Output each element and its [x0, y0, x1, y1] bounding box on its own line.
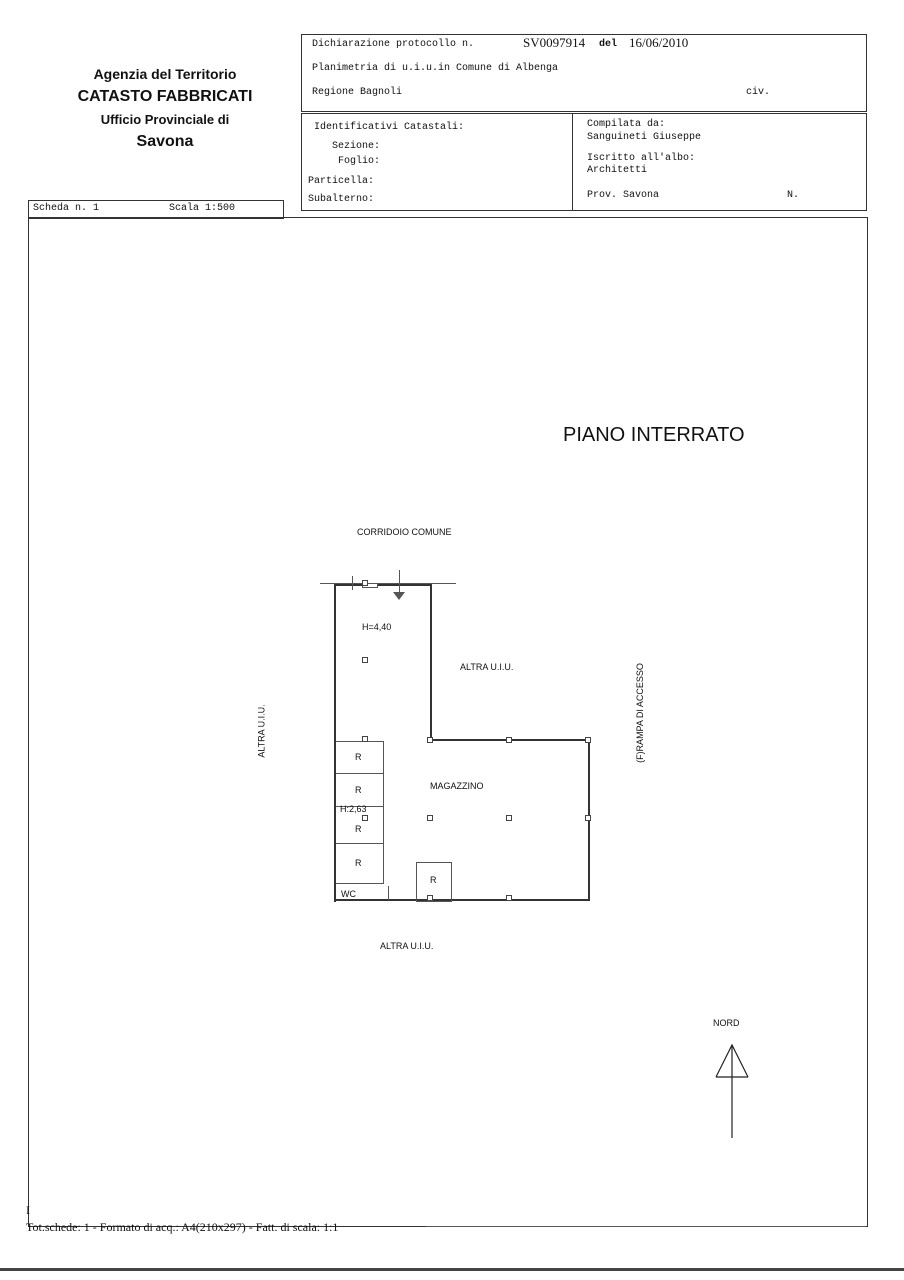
- protocol-number: SV0097914: [523, 35, 586, 50]
- point-marker: [427, 815, 433, 821]
- n-label: N.: [787, 190, 800, 201]
- catasto-title: CATASTO FABBRICATI: [77, 88, 253, 105]
- point-marker: [362, 657, 368, 663]
- magazzino-label: MAGAZZINO: [430, 781, 484, 791]
- wall-bottom: [334, 899, 590, 901]
- point-marker: [585, 737, 591, 743]
- corridoio-label: CORRIDOIO COMUNE: [357, 527, 452, 537]
- altra-uiu-left-label: ALTRA U.I.U.: [256, 704, 267, 758]
- height-top-label: H=4,40: [362, 622, 392, 632]
- room-r-label: R: [430, 875, 437, 885]
- point-marker: [362, 815, 368, 821]
- door-mark: [352, 576, 353, 590]
- altra-uiu-bottom-label: ALTRA U.I.U.: [380, 941, 434, 951]
- region-text: Regione Bagnoli: [312, 87, 403, 98]
- room-column-wall: [383, 741, 384, 883]
- office-city: Savona: [136, 133, 194, 150]
- room-divider: [336, 883, 384, 884]
- rampa-label: (F)RAMPA DI ACCESSO: [634, 663, 645, 763]
- point-marker: [506, 815, 512, 821]
- office-label: Ufficio Provinciale di: [100, 112, 230, 127]
- declaration-label: Dichiarazione protocollo n.: [312, 39, 475, 50]
- nord-label: NORD: [713, 1018, 740, 1028]
- room-r-label: R: [355, 785, 362, 795]
- wc-wall: [388, 886, 389, 900]
- del-label: del: [599, 39, 618, 50]
- point-marker: [506, 737, 512, 743]
- wall-top: [334, 584, 432, 586]
- room-divider: [336, 741, 384, 742]
- page-bottom-bar: [0, 1268, 904, 1271]
- scheda-scale: Scala 1:500: [169, 203, 236, 214]
- albo-value: Architetti: [587, 165, 648, 176]
- room-r-label: R: [355, 824, 362, 834]
- compilata-label: Compilata da:: [587, 119, 666, 130]
- stair-arrow-icon: [393, 592, 405, 600]
- height-mid-label: H:2,63: [340, 804, 367, 814]
- prov-label: Prov. Savona: [587, 190, 660, 201]
- civ-label: civ.: [746, 87, 771, 98]
- sezione-label: Sezione:: [332, 141, 381, 152]
- room-r-label: R: [355, 752, 362, 762]
- point-marker: [362, 736, 368, 742]
- subalterno-label: Subalterno:: [308, 194, 375, 205]
- planimetria-text: Planimetria di u.i.u.in Comune di Albenga: [312, 63, 559, 74]
- wall-left: [334, 584, 336, 902]
- albo-label: Iscritto all'albo:: [587, 153, 696, 164]
- scheda-number: Scheda n. 1: [33, 203, 100, 214]
- point-marker: [506, 895, 512, 901]
- room-divider: [336, 773, 384, 774]
- footer-line: [426, 1226, 866, 1227]
- footer-text: Tot.schede: 1 - Formato di acq.: A4(210x297) - Fatt. di scala: 1:1: [26, 1220, 339, 1234]
- compiler-name: Sanguineti Giuseppe: [587, 132, 702, 143]
- agency-name: Agenzia del Territorio: [93, 66, 237, 82]
- wall-inner-vertical: [430, 584, 432, 741]
- particella-label: Particella:: [308, 176, 375, 187]
- room-divider: [336, 843, 384, 844]
- point-marker: [427, 737, 433, 743]
- point-marker: [362, 580, 368, 586]
- altra-uiu-right-label: ALTRA U.I.U.: [460, 662, 514, 672]
- room-r-label: R: [355, 858, 362, 868]
- plan-title: PIANO INTERRATO: [563, 424, 745, 446]
- north-arrow-icon: [710, 1043, 758, 1143]
- foglio-label: Foglio:: [338, 156, 381, 167]
- footer-mark: I: [26, 1203, 30, 1217]
- declaration-date: 16/06/2010: [629, 35, 689, 50]
- point-marker: [427, 895, 433, 901]
- point-marker: [585, 815, 591, 821]
- wc-label: WC: [341, 889, 356, 899]
- identifiers-title: Identificativi Catastali:: [314, 122, 465, 133]
